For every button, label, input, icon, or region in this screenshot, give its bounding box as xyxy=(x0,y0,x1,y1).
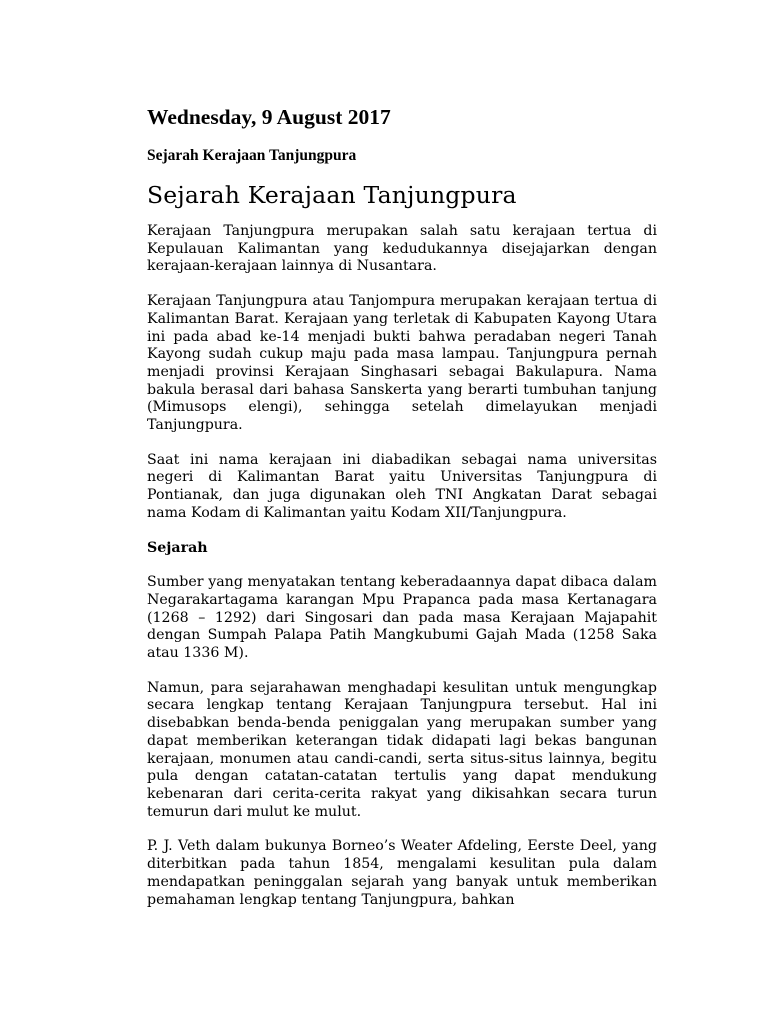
paragraph: Sumber yang menyatakan tentang keberadaannya dapat dibaca dalam Negarakartagama karangan Mpu Prapanca pada masa Kertanagara (1268 – 1292) dari Singosari dan pada masa Kerajaan Majapahit dengan Sumpah Palapa Patih Mangkubumi Gajah Mada (1258 Saka atau 1336 M). xyxy=(147,574,657,662)
paragraph: Namun, para sejarahawan menghadapi kesulitan untuk mengungkap secara lengkap tentang Kerajaan Tanjungpura tersebut. Hal ini disebabkan benda-benda peniggalan yang merupakan sumber yang dapat memberikan keterangan tidak didapati lagi bekas bangunan kerajaan, monumen atau candi-candi, serta situs-situs lainnya, begitu pula dengan catatan-catatan tertulis yang dapat mendukung kebenaran dari cerita-cerita rakyat yang dikisahkan secara turun temurun dari mulut ke mulut. xyxy=(147,679,657,820)
post-date: Wednesday, 9 August 2017 xyxy=(147,105,391,129)
section-heading-sejarah: Sejarah xyxy=(147,539,208,556)
post-title[interactable]: Sejarah Kerajaan Tanjungpura xyxy=(147,147,357,164)
article-heading: Sejarah Kerajaan Tanjungpura xyxy=(147,181,517,209)
document-page xyxy=(147,103,657,926)
paragraph: P. J. Veth dalam bukunya Borneo’s Weater Afdeling, Eerste Deel, yang diterbitkan pada tahun 1854, mengalami kesulitan pula dalam mendapatkan peninggalan sejarah yang banyak untuk memberikan pemahaman lengkap tentang Tanjungpura, bahkan xyxy=(147,838,657,908)
paragraph: Kerajaan Tanjungpura atau Tanjompura merupakan kerajaan tertua di Kalimantan Barat. Kerajaan yang terletak di Kabupaten Kayong Utara ini pada abad ke-14 menjadi bukti bahwa peradaban negeri Tanah Kayong sudah cukup maju pada masa lampau. Tanjungpura pernah menjadi provinsi Kerajaan Singhasari sebagai Bakulapura. Nama bakula berasal dari bahasa Sanskerta yang berarti tumbuhan tanjung (Mimusops elengi), sehingga setelah dimelayukan menjadi Tanjungpura. xyxy=(147,293,657,434)
paragraph: Kerajaan Tanjungpura merupakan salah satu kerajaan tertua di Kepulauan Kalimantan yang kedudukannya disejajarkan dengan kerajaan-kerajaan lainnya di Nusantara. xyxy=(147,223,657,275)
paragraph: Saat ini nama kerajaan ini diabadikan sebagai nama universitas negeri di Kalimantan Barat yaitu Universitas Tanjungpura di Pontianak, dan juga digunakan oleh TNI Angkatan Darat sebagai nama Kodam di Kalimantan yaitu Kodam XII/Tanjungpura. xyxy=(147,451,657,521)
